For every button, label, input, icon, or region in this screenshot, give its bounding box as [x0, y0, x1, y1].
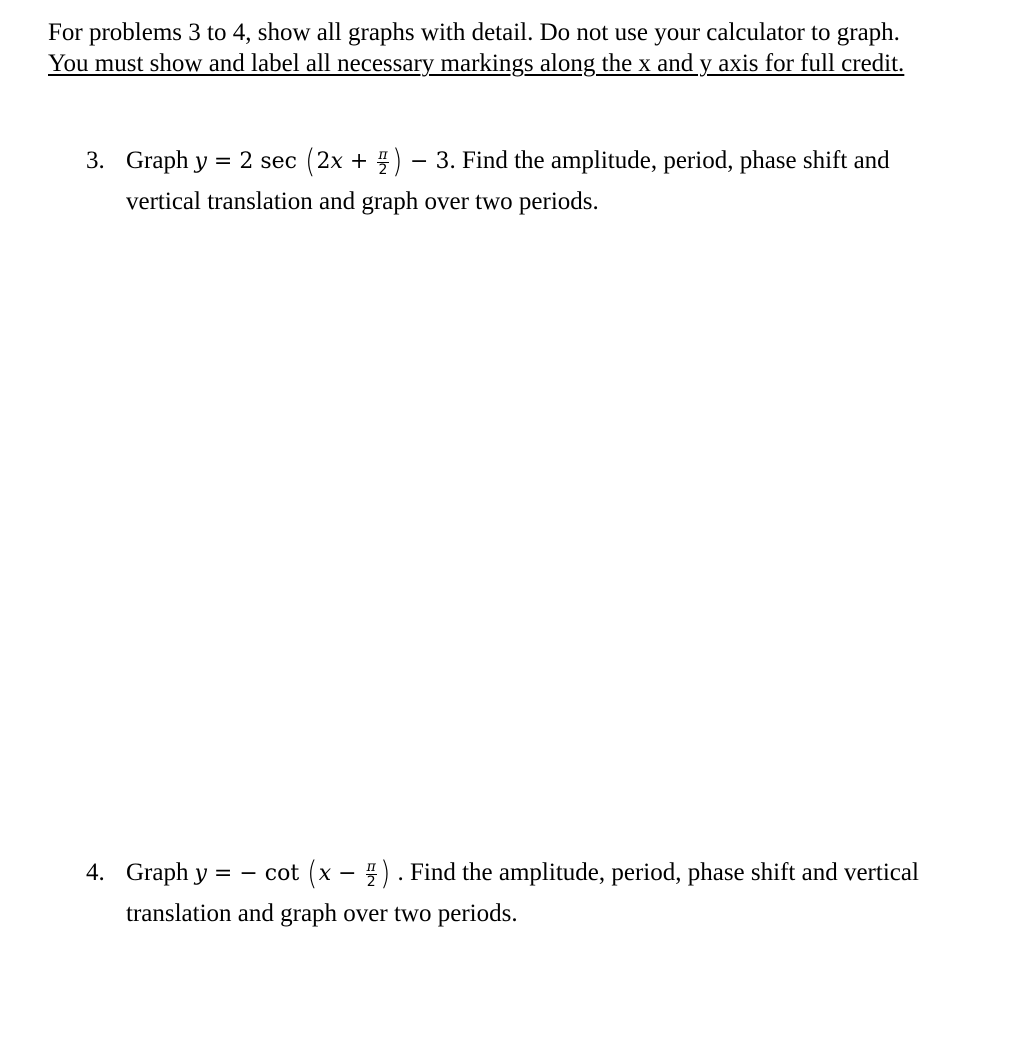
eq3-coef: 2 [239, 149, 254, 174]
eq3-func: sec [260, 149, 297, 174]
problem-4-number: 4. [86, 859, 105, 886]
eq4-inner-x: x [318, 861, 332, 886]
problem-4-sentence-tail: . Find the amplitude, period, phase shift and vertical [397, 859, 919, 886]
eq3-close-paren: ) [391, 142, 402, 180]
eq3-equals: = [213, 149, 233, 174]
eq3-inner-coef: 2 [316, 149, 331, 174]
problem-3 [86, 141, 890, 222]
instructions-line-1: For problems 3 to 4, show all graphs with detail. Do not use your calculator to graph. [48, 19, 900, 46]
eq4-close-paren: ) [380, 854, 391, 892]
eq3-frac-den: 2 [378, 161, 388, 178]
eq4-func: cot [264, 861, 300, 886]
eq3-fraction [377, 148, 388, 177]
eq3-y: y [194, 149, 207, 174]
eq4-equals: = [213, 861, 233, 886]
problem-3-lead: Graph [126, 147, 189, 174]
problem-4-lead: Graph [126, 859, 189, 886]
problem-3-sentence-tail: . Find the amplitude, period, phase shift and [449, 147, 890, 174]
instructions [48, 17, 904, 79]
problem-3-line-1 [86, 141, 890, 182]
eq4-frac-num: π [366, 858, 376, 875]
problem-4-line-1 [86, 853, 919, 894]
eq3-inner-x: x [330, 149, 343, 174]
eq3-minus: − [410, 149, 429, 174]
problem-4 [86, 853, 919, 934]
problem-3-line-2: vertical translation and graph over two periods. [126, 188, 599, 215]
instructions-line-2: You must show and label all necessary markings along the x and y axis for full credit. [48, 50, 905, 77]
eq4-negative: − [239, 861, 258, 886]
eq4-minus: − [338, 861, 357, 886]
problem-4-equation [194, 854, 391, 892]
eq3-plus: + [349, 149, 369, 174]
problem-3-equation [194, 142, 450, 180]
eq3-open-paren: ( [305, 142, 316, 180]
eq4-y: y [194, 861, 207, 886]
eq4-frac-den: 2 [366, 873, 376, 890]
eq3-constant: 3 [435, 149, 450, 174]
problem-4-line-2: translation and graph over two periods. [126, 900, 518, 927]
problem-3-number: 3. [86, 147, 105, 174]
eq3-frac-num: π [378, 146, 388, 163]
eq4-open-paren: ( [307, 854, 318, 892]
eq4-fraction [366, 860, 377, 889]
